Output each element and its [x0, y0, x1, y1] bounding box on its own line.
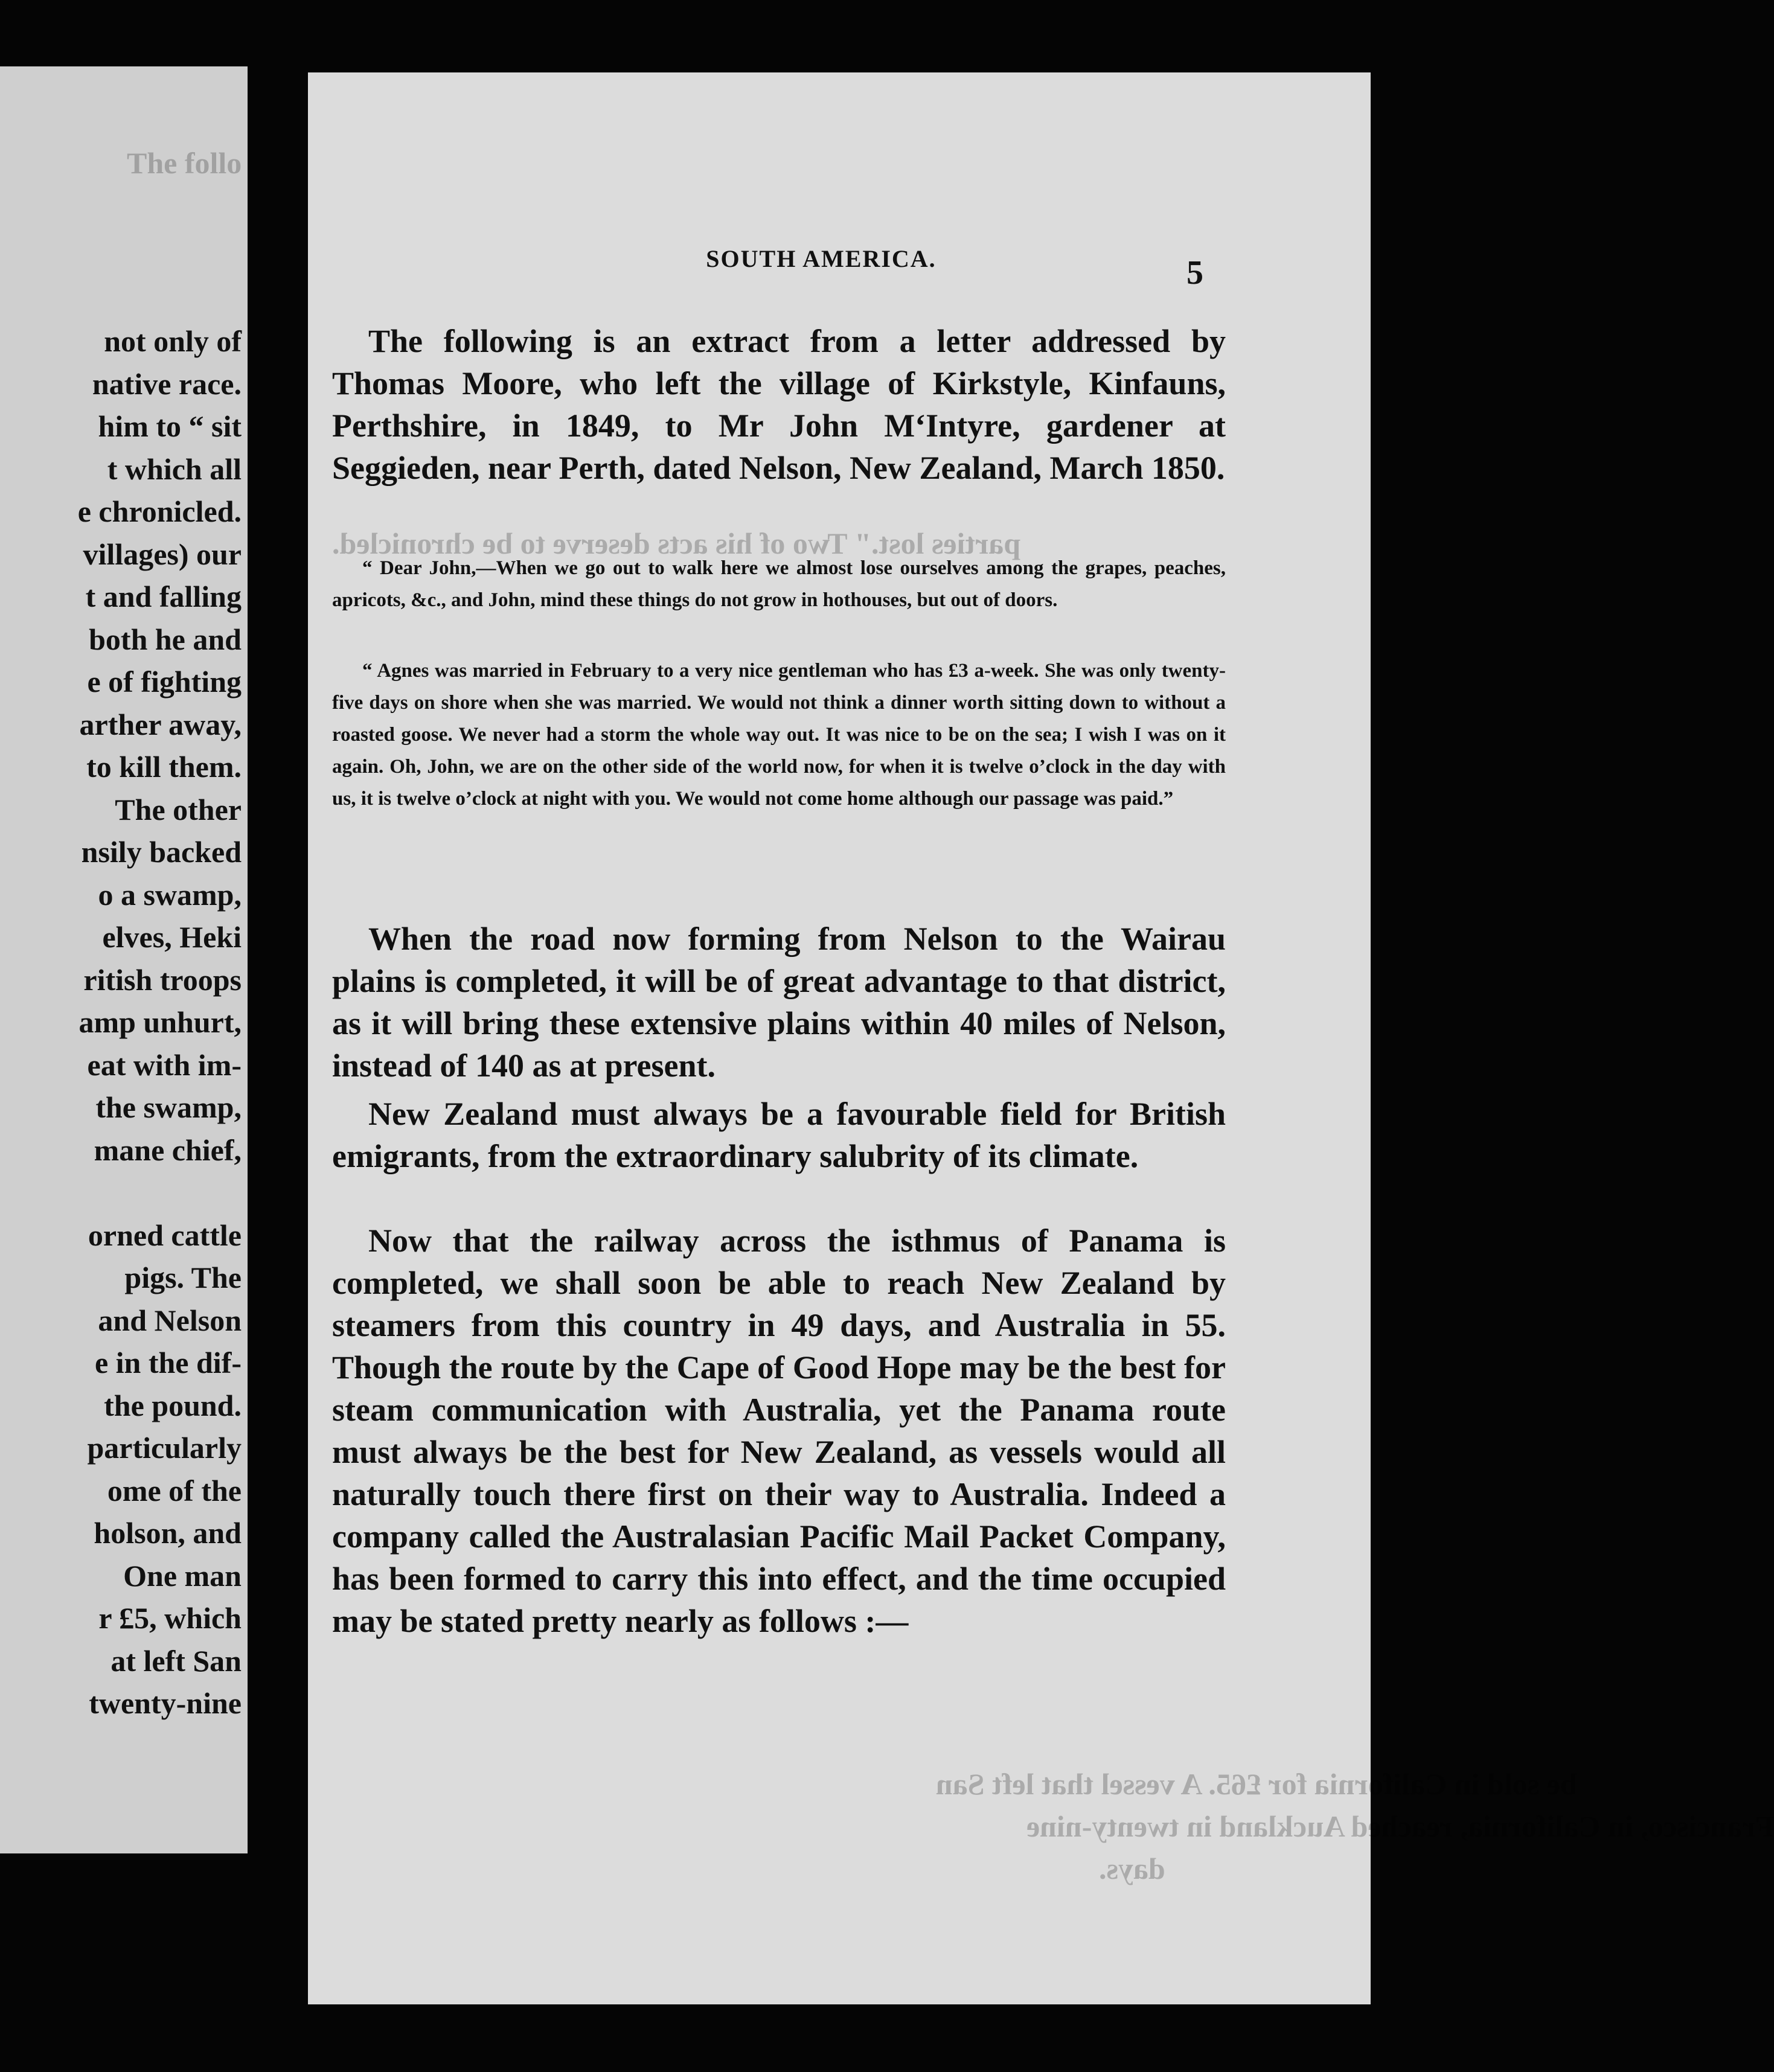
left-page-line: e of fighting	[87, 665, 242, 699]
left-page-line: particularly	[87, 1431, 242, 1465]
left-page-line: amp unhurt,	[78, 1005, 242, 1039]
show-through-text: Francisco, in California, reached Auckland in twenty-nine	[1026, 1809, 1774, 1843]
left-page-line: nsily backed	[81, 835, 242, 869]
left-page-line: mane chief,	[94, 1133, 242, 1167]
left-page-line: and Nelson	[98, 1303, 242, 1337]
left-page-line: not only of	[104, 324, 242, 358]
left-page-line: r £5, which	[98, 1601, 242, 1635]
running-head: SOUTH AMERICA.	[706, 245, 937, 272]
left-page-line: t and falling	[85, 580, 242, 613]
left-page-line: e in the dif-	[94, 1346, 242, 1380]
road-paragraph: When the road now forming from Nelson to the Wairau plains is completed, it will be of great advantage to that district, as it will bring these extensive plains within 40 miles of Nelson, instead of 140 as at present.	[332, 921, 1226, 1084]
left-page-line: arther away,	[79, 707, 242, 741]
left-page-line: the pound.	[104, 1388, 242, 1422]
left-page-line: elves, Heki	[102, 920, 242, 954]
left-page-line: twenty-nine	[89, 1686, 242, 1720]
railway-paragraph: Now that the railway across the isthmus of Panama is completed, we shall soon be able to reach New Zealand by steamers from this country in 49 days, and Australia in 55. Though the route by the Cape of Good Hope may be the best for steam communication with Australia, yet the Panama route must always be the best for New Zealand, as vessels would all naturally touch there first on their way to Australia. Indeed a company called the Australasian Pacific Mail Packet Company, has been formed to carry this into effect, and the time occupied may be stated pretty nearly as follows :—	[332, 1223, 1226, 1639]
left-page-line: eat with im-	[87, 1047, 242, 1082]
left-page-line: native race.	[92, 366, 242, 401]
page-number: 5	[1186, 254, 1203, 292]
left-page-line: pigs. The	[124, 1261, 242, 1294]
show-through-text: days.	[1099, 1852, 1165, 1885]
show-through-text: The follo	[127, 146, 242, 180]
left-page-line: him to “ sit	[98, 409, 242, 443]
left-page-line: o a swamp,	[98, 877, 242, 912]
intro-paragraph: The following is an extract from a letter addressed by Thomas Moore, who left the village of Kirkstyle, Kinfauns, Perthshire, in 1849, to Mr John M‘Intyre, gardener at Seggieden, near Perth, dated Nelson, New Zealand, March 1850.	[332, 323, 1226, 486]
left-page-line: the swamp,	[95, 1090, 242, 1124]
left-page-line: ome of the	[107, 1473, 242, 1508]
left-page-line: both he and	[89, 622, 242, 656]
left-page-fragment	[0, 66, 248, 1853]
left-page-line: orned cattle	[88, 1218, 242, 1252]
new-zealand-paragraph: New Zealand must always be a favourable field for British emigrants, from the extraordinary salubrity of its climate.	[332, 1096, 1226, 1174]
right-page	[308, 72, 1774, 2004]
left-page-line: villages) our	[83, 537, 242, 571]
left-page-line: One man	[123, 1558, 242, 1593]
show-through-text: be sold in California for £65. A vessel that left San	[936, 1767, 1577, 1801]
left-page-line: ritish troops	[83, 962, 242, 997]
left-page-line: The other	[115, 792, 242, 827]
left-page-line: holson, and	[94, 1516, 242, 1550]
left-page-line: at left San	[110, 1643, 242, 1678]
show-through-text: parties lost." Two of his acts deserve to be chronicled.	[332, 526, 1021, 560]
letter-paragraph-2: “ Agnes was married in February to a very nice gentleman who has £3 a-week. She was only twenty-five days on shore when she was married. We would not think a dinner worth sitting down to without a roasted goose. We never had a storm the whole way out. It was nice to be on the sea; I wish I was on it again. Oh, John, we are on the other side of the world now, for when it is twelve o’clock in the day with us, it is twelve o’clock at night with you. We would not come home although our passage was paid.”	[332, 660, 1226, 810]
left-page-line: t which all	[107, 452, 242, 486]
letter-paragraph-1: “ Dear John,—When we go out to walk here we almost lose ourselves among the grapes, peaches, apricots, &c., and John, mind these things do not grow in hothouses, but out of doors.	[332, 557, 1226, 611]
left-page-line: e chronicled.	[77, 494, 242, 528]
left-page-line: to kill them.	[86, 750, 242, 784]
